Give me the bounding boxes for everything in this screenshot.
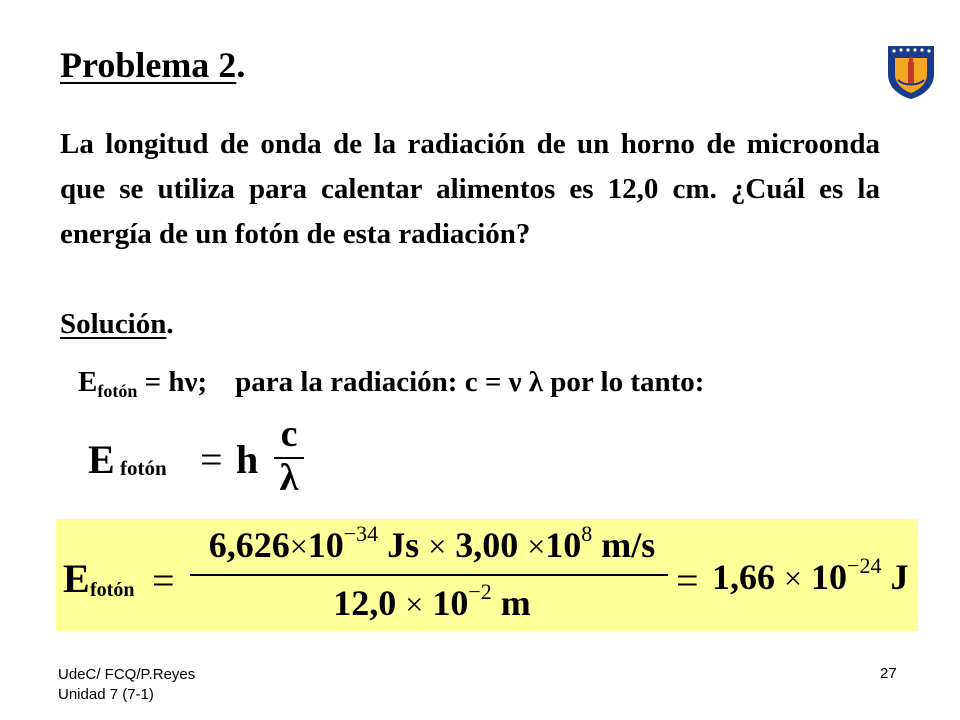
calc-fraction-bar: [190, 574, 668, 576]
formula1-equals: =: [200, 437, 223, 482]
num-c: Js: [378, 525, 429, 565]
photon-energy-formula: [88, 413, 328, 499]
result-b: 10: [802, 557, 848, 597]
result-equals: =: [676, 558, 699, 603]
page-number: 27: [880, 665, 897, 682]
num-a: 6,626: [208, 525, 290, 565]
num-times-1: ×: [289, 528, 308, 564]
den-b: 10: [423, 583, 469, 623]
solution-heading: [60, 308, 174, 341]
formula1-numerator: c: [280, 413, 298, 455]
relation-part1: = hν;: [137, 366, 208, 398]
num-e: 10: [545, 525, 582, 565]
num-d: 3,00: [446, 525, 528, 565]
den-times: ×: [405, 586, 424, 622]
num-e-exp: 8: [581, 521, 593, 546]
relation-part2: para la radiación: c = ν λ por lo tanto:: [235, 366, 705, 398]
result-a: 1,66: [712, 557, 784, 597]
num-times-3: ×: [527, 528, 546, 564]
num-f: m/s: [592, 525, 656, 565]
num-b-exp: −34: [343, 521, 379, 546]
result-times: ×: [784, 560, 803, 596]
result-c: J: [881, 557, 909, 597]
formula1-h: h: [236, 437, 259, 482]
footer-line-2: Unidad 7 (7-1): [58, 686, 154, 703]
relation-E-sub: fotón: [97, 381, 138, 401]
num-times-2: ×: [428, 528, 447, 564]
formula1-E: E: [88, 437, 115, 482]
calc-equals: =: [152, 558, 175, 603]
den-a: 12,0: [333, 583, 406, 623]
slide-title-text: Problema 2: [60, 45, 237, 85]
energy-relation: [78, 366, 704, 402]
problem-statement: La longitud de onda de la radiación de un horno de microonda que se utiliza para calentar alimentos es 12,0 cm. ¿Cuál es la energía de un fotón de esta radiación?: [60, 128, 880, 250]
den-b-exp: −2: [468, 579, 492, 604]
calc-E-sub: fotón: [90, 579, 135, 601]
university-crest-icon: [886, 44, 936, 100]
calc-denominator: [192, 579, 672, 624]
slide-title: [60, 44, 245, 86]
relation-E: E: [78, 366, 98, 398]
result-b-exp: −24: [847, 553, 882, 578]
calc-E: E: [63, 556, 90, 601]
den-c: m: [491, 583, 531, 623]
solution-period: .: [166, 308, 174, 340]
formula1-denominator: λ: [279, 457, 299, 499]
calc-numerator: [192, 521, 672, 566]
solution-label: Solución: [60, 308, 167, 340]
calc-result: [712, 553, 908, 598]
slide-title-period: .: [236, 45, 246, 85]
num-b: 10: [307, 525, 344, 565]
calculation-box: [56, 519, 918, 631]
footer-line-1: UdeC/ FCQ/P.Reyes: [58, 666, 196, 683]
footer-credits: [58, 665, 195, 705]
formula1-E-sub: fotón: [120, 456, 167, 480]
